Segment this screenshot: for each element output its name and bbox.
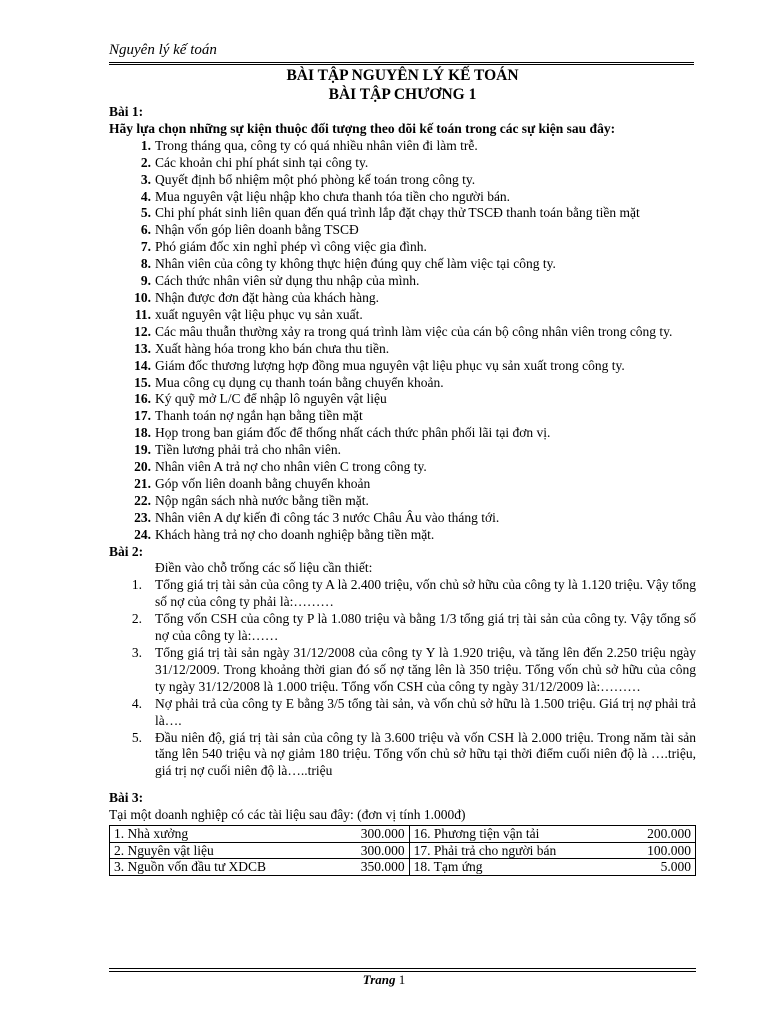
table-cell: 16. Phương tiện vận tải bbox=[409, 826, 622, 843]
event-item-text: Giám đốc thương lượng hợp đồng mua nguyên vật liệu phục vụ sản xuất trong công ty. bbox=[155, 357, 625, 373]
event-item-number: 12. bbox=[134, 323, 151, 339]
table-cell: 2. Nguyên vật liệu bbox=[110, 842, 336, 859]
document-body bbox=[109, 66, 696, 876]
event-item-text: Nhân viên A dự kiến đi công tác 3 nước Châu Âu vào tháng tới. bbox=[155, 509, 500, 525]
event-item-number: 2. bbox=[140, 154, 151, 170]
header-rule bbox=[109, 62, 694, 63]
page-label: Trang bbox=[362, 972, 396, 987]
question-item bbox=[109, 645, 696, 696]
event-item bbox=[109, 172, 696, 189]
event-item bbox=[109, 358, 696, 375]
event-item bbox=[109, 138, 696, 155]
event-item-number: 23. bbox=[134, 509, 151, 525]
question-item bbox=[109, 730, 696, 781]
event-item-text: Mua nguyên vật liệu nhập kho chưa thanh tóa tiền cho người bán. bbox=[155, 188, 511, 204]
event-item bbox=[109, 408, 696, 425]
event-item bbox=[109, 510, 696, 527]
table-cell: 100.000 bbox=[622, 842, 696, 859]
event-item bbox=[109, 375, 696, 392]
event-item-number: 17. bbox=[134, 408, 151, 424]
question-item-text: Tổng vốn CSH của công ty P là 1.080 triệu và bằng 1/3 tổng giá trị tài sản của công ty. Vậy tổng số nợ của công ty là:…… bbox=[155, 611, 696, 644]
event-item-number: 10. bbox=[134, 289, 151, 305]
bai2-heading: Bài 2: bbox=[109, 543, 144, 559]
table-row bbox=[110, 842, 696, 859]
event-item-number: 8. bbox=[140, 256, 151, 272]
event-item bbox=[109, 527, 696, 544]
question-item bbox=[109, 611, 696, 645]
event-item-text: Xuất hàng hóa trong kho bán chưa thu tiền. bbox=[155, 340, 390, 356]
question-item-number: 5. bbox=[131, 729, 142, 745]
event-item bbox=[109, 273, 696, 290]
question-item-text: Đầu niên độ, giá trị tài sản của công ty là 3.600 triệu và vốn CSH là 2.000 triệu. Trong năm tài sản tăng lên 540 triệu và nợ giảm 180 triệu. Tổng vốn chủ sở hữu tại thời điểm cuối niên độ là ….triệu, giá trị nợ cuối niên độ là…..triệu bbox=[155, 729, 696, 779]
question-item bbox=[109, 696, 696, 730]
event-item-text: Nộp ngân sách nhà nước bằng tiền mặt. bbox=[155, 492, 369, 508]
event-item-text: Cách thức nhân viên sử dụng thu nhập của mình. bbox=[155, 273, 420, 289]
event-item-number: 22. bbox=[134, 492, 151, 508]
event-item bbox=[109, 341, 696, 358]
event-item-text: Thanh toán nợ ngắn hạn bằng tiền mặt bbox=[155, 408, 363, 424]
bai2-question-list bbox=[109, 577, 696, 780]
event-item bbox=[109, 425, 696, 442]
bai2-intro: Điền vào chỗ trống các số liệu cần thiết: bbox=[155, 560, 373, 576]
event-item-text: Nhân viên của công ty không thực hiện đúng quy chế làm việc tại công ty. bbox=[155, 256, 556, 272]
table-cell: 17. Phải trả cho người bán bbox=[409, 842, 622, 859]
bai1-event-list bbox=[109, 138, 696, 544]
event-item-number: 7. bbox=[140, 239, 151, 255]
question-item bbox=[109, 577, 696, 611]
event-item bbox=[109, 391, 696, 408]
question-item-number: 3. bbox=[131, 645, 142, 660]
event-item-number: 9. bbox=[140, 273, 151, 289]
event-item-text: Trong tháng qua, công ty có quá nhiều nhân viên đi làm trễ. bbox=[155, 137, 478, 153]
event-item-number: 15. bbox=[134, 374, 151, 390]
event-item bbox=[109, 155, 696, 172]
table-cell: 200.000 bbox=[622, 826, 696, 843]
event-item bbox=[109, 239, 696, 256]
event-item bbox=[109, 205, 696, 222]
event-item-number: 11. bbox=[134, 306, 151, 322]
event-item-text: Tiền lương phải trả cho nhân viên. bbox=[155, 442, 342, 458]
bai1-heading: Bài 1: bbox=[109, 104, 144, 119]
event-item bbox=[109, 324, 696, 341]
footer-rule bbox=[109, 968, 696, 969]
bai1-question: Hãy lựa chọn những sự kiện thuộc đối tượng theo dõi kế toán trong các sự kiện sau đây: bbox=[109, 120, 616, 136]
event-item-text: Nhân viên A trả nợ cho nhân viên C trong công ty. bbox=[155, 459, 427, 475]
event-item-text: Phó giám đốc xin nghỉ phép vì công việc gia đình. bbox=[155, 239, 427, 255]
event-item-text: Họp trong ban giám đốc để thống nhất cách thức phân phối lãi tại đơn vị. bbox=[155, 425, 551, 441]
event-item-text: Các khoản chi phí phát sinh tại công ty. bbox=[155, 154, 369, 170]
event-item-number: 4. bbox=[140, 188, 151, 204]
question-item-text: Nợ phải trả của công ty E bằng 3/5 tổng tài sản, và vốn chủ sở hữu là 1.500 triệu. Giá trị nợ phải trả là…. bbox=[155, 695, 696, 728]
event-item-number: 6. bbox=[140, 222, 151, 238]
event-item bbox=[109, 493, 696, 510]
chapter-title: BÀI TẬP CHƯƠNG 1 bbox=[328, 86, 477, 103]
event-item bbox=[109, 459, 696, 476]
event-item-text: Góp vốn liên doanh bằng chuyển khoản bbox=[155, 475, 371, 491]
question-item-text: Tổng giá trị tài sản ngày 31/12/2008 của công ty Y là 1.920 triệu, và tăng lên đến 2.250 triệu ngày 31/12/2009. Trong khoảng thời gian đó số nợ tăng lên là 350 triệu. Tổng vốn chủ sở hữu của công ty ngày 31/12/2008 là 1.000 triệu. Tổng vốn CSH của công ty ngày 31/12/2009 là:……… bbox=[155, 645, 696, 694]
event-item-text: xuất nguyên vật liệu phục vụ sản xuất. bbox=[155, 306, 363, 322]
event-item-number: 21. bbox=[134, 475, 151, 491]
table-cell: 5.000 bbox=[622, 859, 696, 876]
page-footer bbox=[0, 972, 768, 988]
event-item bbox=[109, 189, 696, 206]
event-item-text: Ký quỹ mở L/C để nhập lô nguyên vật liệu bbox=[155, 391, 387, 407]
event-item bbox=[109, 256, 696, 273]
running-header: Nguyên lý kế toán bbox=[109, 42, 217, 58]
event-item-number: 20. bbox=[134, 459, 151, 475]
header-rule-second bbox=[109, 64, 694, 65]
event-item bbox=[109, 476, 696, 493]
event-item-number: 19. bbox=[134, 442, 151, 458]
table-cell: 3. Nguồn vốn đầu tư XDCB bbox=[110, 859, 336, 876]
table-row bbox=[110, 859, 696, 876]
document-title: BÀI TẬP NGUYÊN LÝ KẾ TOÁN bbox=[286, 67, 519, 84]
table-cell: 350.000 bbox=[335, 859, 409, 876]
event-item-text: Mua công cụ dụng cụ thanh toán bằng chuyển khoản. bbox=[155, 374, 444, 390]
table-cell: 1. Nhà xưởng bbox=[110, 826, 336, 843]
event-item-text: Các mâu thuẫn thường xảy ra trong quá trình làm việc của cán bộ công nhân viên trong công ty. bbox=[155, 323, 673, 339]
event-item bbox=[109, 222, 696, 239]
event-item-number: 3. bbox=[140, 171, 151, 187]
event-item-number: 13. bbox=[134, 340, 151, 356]
event-item-number: 16. bbox=[134, 391, 151, 407]
accounts-table bbox=[109, 825, 696, 876]
question-item-number: 4. bbox=[131, 695, 142, 711]
event-item-text: Nhận được đơn đặt hàng của khách hàng. bbox=[155, 289, 380, 305]
event-item-text: Quyết định bổ nhiệm một phó phòng kế toán trong công ty. bbox=[155, 171, 476, 187]
bai3-intro: Tại một doanh nghiệp có các tài liệu sau đây: (đơn vị tính 1.000đ) bbox=[109, 807, 466, 823]
question-item-number: 1. bbox=[131, 577, 142, 593]
question-item-number: 2. bbox=[131, 611, 142, 627]
event-item-number: 1. bbox=[140, 137, 151, 153]
event-item-number: 18. bbox=[134, 425, 151, 441]
page-number: 1 bbox=[398, 972, 406, 987]
event-item-text: Khách hàng trả nợ cho doanh nghiệp bằng tiền mặt. bbox=[155, 526, 435, 542]
bai3-heading: Bài 3: bbox=[109, 790, 144, 806]
question-item-text: Tổng giá trị tài sản của công ty A là 2.400 triệu, vốn chủ sở hữu của công ty là 1.120 triệu. Vậy tổng số nợ của công ty phải là:……… bbox=[155, 577, 696, 610]
event-item-number: 5. bbox=[140, 205, 151, 221]
event-item-text: Chi phí phát sinh liên quan đến quá trình lắp đặt chạy thử TSCĐ thanh toán bằng tiền mặt bbox=[155, 205, 640, 221]
event-item-number: 24. bbox=[134, 526, 151, 542]
table-cell: 300.000 bbox=[335, 826, 409, 843]
table-cell: 18. Tạm ứng bbox=[409, 859, 622, 876]
table-row bbox=[110, 826, 696, 843]
event-item bbox=[109, 290, 696, 307]
table-cell: 300.000 bbox=[335, 842, 409, 859]
event-item-number: 14. bbox=[134, 357, 151, 373]
event-item bbox=[109, 307, 696, 324]
event-item bbox=[109, 442, 696, 459]
event-item-text: Nhận vốn góp liên doanh bằng TSCĐ bbox=[155, 222, 359, 238]
